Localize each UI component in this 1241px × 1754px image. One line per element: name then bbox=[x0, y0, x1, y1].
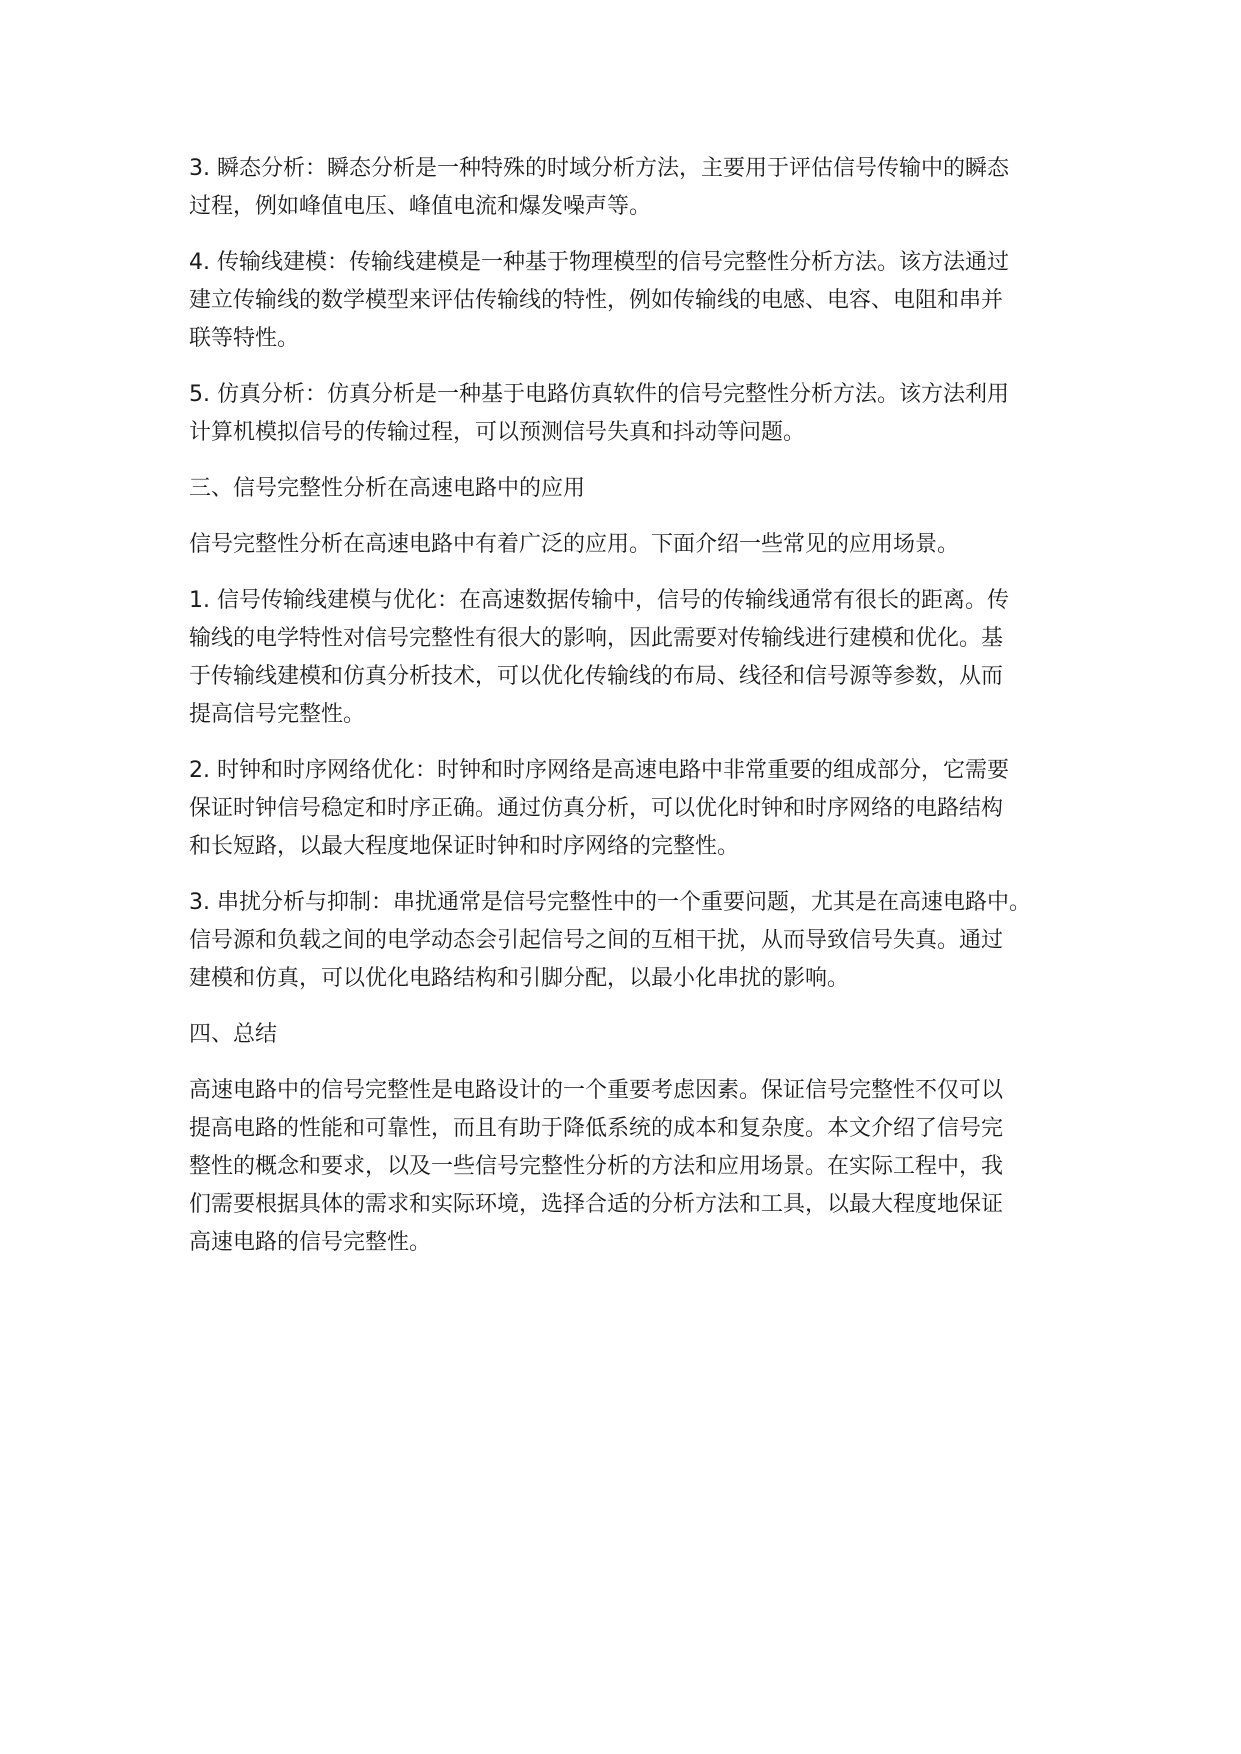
text-line: 建立传输线的数学模型来评估传输线的特性，例如传输线的电感、电容、电阻和串并 bbox=[189, 288, 1004, 313]
text-line: 5. 仿真分析：仿真分析是一种基于电路仿真软件的信号完整性分析方法。该方法利用 bbox=[189, 382, 1009, 407]
item-transient-analysis bbox=[189, 150, 1069, 226]
text-line: 于传输线建模和仿真分析技术，可以优化传输线的布局、线径和信号源等参数，从而 bbox=[189, 664, 1004, 689]
text-line: 信号源和负载之间的电学动态会引起信号之间的互相干扰，从而导致信号失真。通过 bbox=[189, 928, 1004, 953]
text-line: 建模和仿真，可以优化电路结构和引脚分配，以最小化串扰的影响。 bbox=[189, 966, 850, 991]
text-line: 信号完整性分析在高速电路中有着广泛的应用。下面介绍一些常见的应用场景。 bbox=[189, 532, 960, 557]
section-4-heading bbox=[189, 1016, 1069, 1054]
item-line-modeling-optimization bbox=[189, 582, 1069, 734]
item-crosstalk-analysis bbox=[189, 884, 1069, 998]
text-line: 和长短路，以最大程度地保证时钟和时序网络的完整性。 bbox=[189, 834, 740, 859]
text-line: 联等特性。 bbox=[189, 326, 300, 351]
document-page bbox=[189, 150, 1069, 1280]
text-line: 过程，例如峰值电压、峰值电流和爆发噪声等。 bbox=[189, 194, 652, 219]
text-line: 们需要根据具体的需求和实际环境，选择合适的分析方法和工具，以最大程度地保证 bbox=[189, 1192, 1004, 1217]
text-line: 提高信号完整性。 bbox=[189, 702, 366, 727]
item-simulation-analysis bbox=[189, 376, 1069, 452]
text-line: 整性的概念和要求，以及一些信号完整性分析的方法和应用场景。在实际工程中，我 bbox=[189, 1154, 1004, 1179]
conclusion-paragraph bbox=[189, 1072, 1069, 1262]
text-line: 四、总结 bbox=[189, 1022, 278, 1047]
text-line: 提高电路的性能和可靠性，而且有助于降低系统的成本和复杂度。本文介绍了信号完 bbox=[189, 1116, 1004, 1141]
text-line: 高速电路的信号完整性。 bbox=[189, 1230, 432, 1255]
text-line: 高速电路中的信号完整性是电路设计的一个重要考虑因素。保证信号完整性不仅可以 bbox=[189, 1078, 1004, 1103]
item-transmission-line-modeling bbox=[189, 244, 1069, 358]
item-clock-timing-optimization bbox=[189, 752, 1069, 866]
text-line: 2. 时钟和时序网络优化：时钟和时序网络是高速电路中非常重要的组成部分，它需要 bbox=[189, 758, 1009, 783]
section-3-heading bbox=[189, 470, 1069, 508]
section-3-intro bbox=[189, 526, 1069, 564]
text-line: 保证时钟信号稳定和时序正确。通过仿真分析，可以优化时钟和时序网络的电路结构 bbox=[189, 796, 1004, 821]
text-line: 计算机模拟信号的传输过程，可以预测信号失真和抖动等问题。 bbox=[189, 420, 806, 445]
text-line: 4. 传输线建模：传输线建模是一种基于物理模型的信号完整性分析方法。该方法通过 bbox=[189, 250, 1009, 275]
text-line: 3. 瞬态分析：瞬态分析是一种特殊的时域分析方法，主要用于评估信号传输中的瞬态 bbox=[189, 156, 1009, 181]
text-line: 输线的电学特性对信号完整性有很大的影响，因此需要对传输线进行建模和优化。基 bbox=[189, 626, 1004, 651]
text-line: 三、信号完整性分析在高速电路中的应用 bbox=[189, 476, 586, 501]
text-line: 1. 信号传输线建模与优化：在高速数据传输中，信号的传输线通常有很长的距离。传 bbox=[189, 588, 1009, 613]
text-line: 3. 串扰分析与抑制：串扰通常是信号完整性中的一个重要问题，尤其是在高速电路中。 bbox=[189, 890, 1031, 915]
